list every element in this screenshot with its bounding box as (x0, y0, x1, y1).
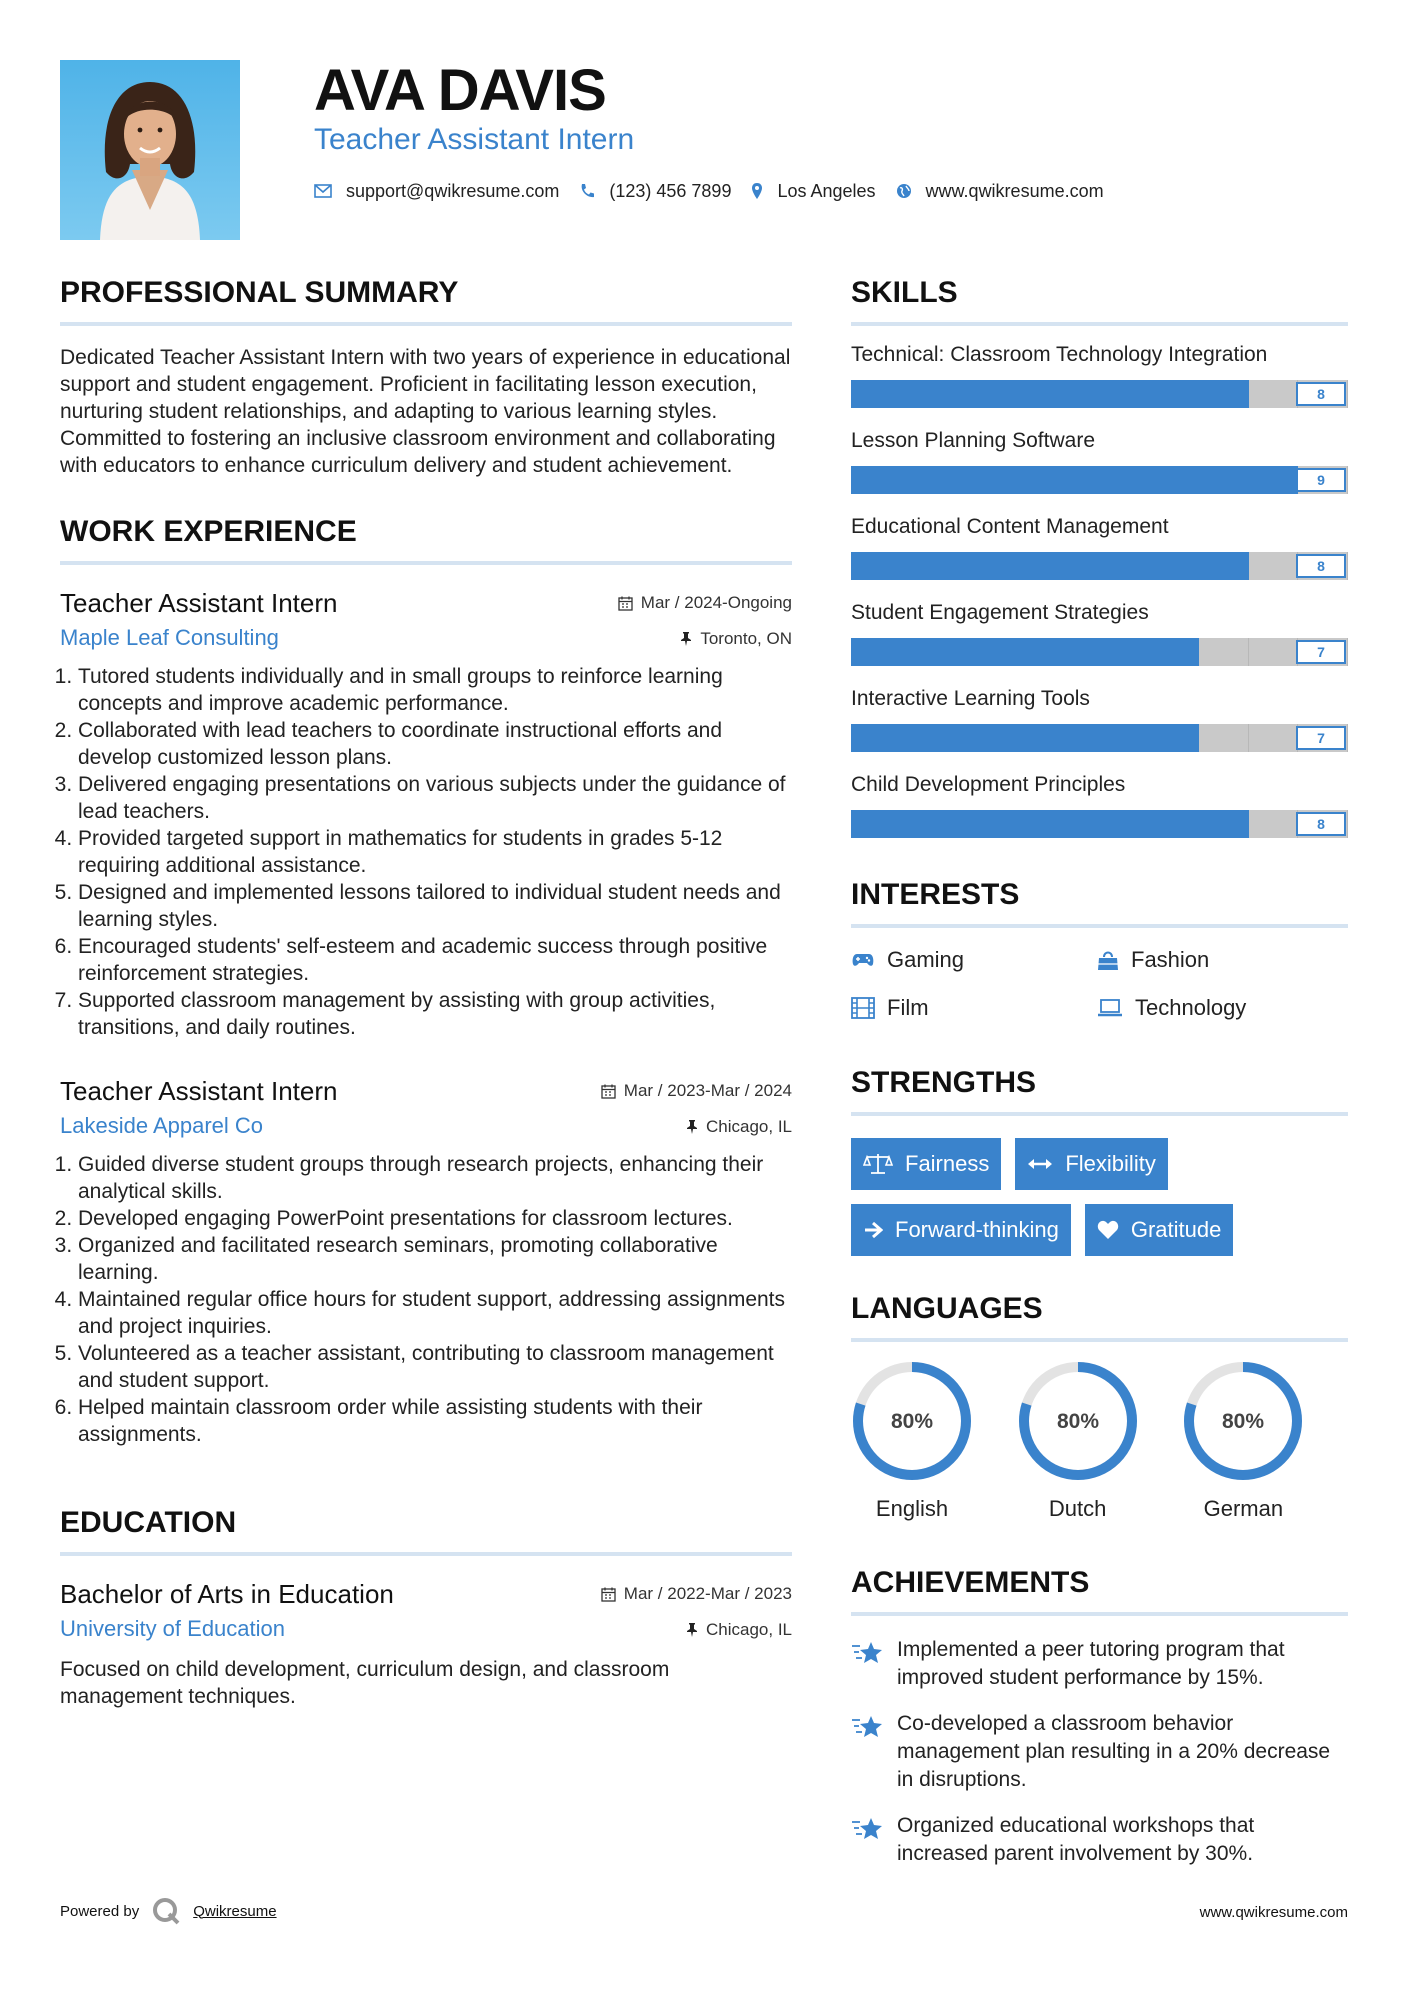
achievement-text: Implemented a peer tutoring program that improved student performance by 15%. (897, 1638, 1285, 1689)
list-item: 6. Encouraged students' self-esteem and academic success through positive reinforcement strategies. (78, 933, 792, 987)
skill-item (851, 598, 1348, 666)
education-location-text: Chicago, IL (706, 1620, 792, 1639)
job-company: Lakeside Apparel Co (60, 1113, 264, 1138)
list-item: 7. Supported classroom management by assisting with group activities, transitions, and daily routines. (78, 987, 792, 1041)
skill-level-badge: 8 (1296, 554, 1346, 578)
powered-by-text: Powered by (60, 1902, 140, 1920)
phone-text: (123) 456 7899 (609, 180, 732, 201)
interest-item (851, 946, 1097, 974)
languages-list (851, 1360, 1348, 1522)
job-date (618, 593, 792, 613)
school-name: University of Education (60, 1616, 285, 1641)
website-text: www.qwikresume.com (925, 180, 1104, 201)
job-title: Teacher Assistant Intern (60, 588, 338, 618)
skills-heading: SKILLS (851, 270, 1348, 326)
skill-bar-fill (851, 638, 1199, 666)
skill-item (851, 770, 1348, 838)
pushpin-icon (686, 1119, 698, 1135)
language-ring (851, 1360, 973, 1482)
job-location (686, 1117, 792, 1137)
skill-level-badge: 7 (1296, 726, 1346, 750)
interests-heading: INTERESTS (851, 872, 1348, 928)
interest-label: Fashion (1131, 947, 1210, 972)
heart-icon (1097, 1220, 1119, 1240)
footer-powered-by (60, 1896, 277, 1926)
interest-item (851, 994, 1097, 1022)
list-item: 2. Collaborated with lead teachers to coordinate instructional efforts and develop customized lesson plans. (78, 717, 792, 771)
left-column (60, 270, 792, 1710)
summary-section (60, 270, 792, 479)
skill-label: Lesson Planning Software (851, 429, 1095, 452)
map-pin-icon (751, 182, 763, 200)
film-icon (851, 997, 875, 1019)
achievement-text: Co-developed a classroom behavior management plan resulting in a 20% decrease in disruptions. (897, 1712, 1331, 1791)
profile-photo (60, 60, 240, 240)
skill-item (851, 426, 1348, 494)
skill-bar-fill (851, 380, 1249, 408)
achievement-item (851, 1710, 1348, 1794)
interest-label: Film (887, 995, 929, 1020)
skill-level-badge: 8 (1296, 812, 1346, 836)
work-heading: WORK EXPERIENCE (60, 509, 792, 565)
work-section (60, 509, 792, 1448)
languages-heading: LANGUAGES (851, 1286, 1348, 1342)
skill-item (851, 684, 1348, 752)
portrait-image (60, 60, 240, 240)
job-location-text: Chicago, IL (706, 1117, 792, 1136)
email-text: support@qwikresume.com (346, 180, 560, 201)
qwikresume-logo-icon (151, 1896, 181, 1926)
contact-location (751, 181, 875, 202)
language-percent: 80% (1222, 1410, 1265, 1433)
skill-bar-fill (851, 810, 1249, 838)
skill-item (851, 512, 1348, 580)
strength-tag (851, 1138, 1001, 1190)
contact-bar (314, 176, 1124, 206)
list-item: 3. Organized and facilitated research seminars, promoting collaborative learning. (78, 1232, 792, 1286)
skill-label: Student Engagement Strategies (851, 601, 1149, 624)
laptop-icon (1097, 999, 1123, 1017)
envelope-icon (314, 184, 332, 198)
skill-bar-fill (851, 466, 1298, 494)
job-date-text: Mar / 2023-Mar / 2024 (623, 1081, 792, 1100)
strengths-tags (851, 1138, 1348, 1256)
job-company: Maple Leaf Consulting (60, 625, 279, 650)
strength-label: Flexibility (1065, 1151, 1156, 1176)
footer-website[interactable]: www.qwikresume.com (1199, 1904, 1348, 1921)
strength-label: Fairness (905, 1151, 990, 1176)
shooting-star-icon (851, 1640, 883, 1666)
achievement-text: Organized educational workshops that increased parent involvement by 30%. (897, 1814, 1255, 1865)
language-name: German (1203, 1496, 1284, 1521)
skills-list (851, 340, 1348, 838)
contact-website[interactable] (896, 181, 1104, 202)
candidate-role: Teacher Assistant Intern (314, 123, 635, 156)
job-title: Teacher Assistant Intern (60, 1076, 338, 1106)
skill-bar (851, 724, 1348, 752)
list-item: 6. Helped maintain classroom order while assisting students with their assignments. (78, 1394, 792, 1448)
pushpin-icon (686, 1622, 698, 1638)
list-item: 4. Maintained regular office hours for student support, addressing assignments and project inquiries. (78, 1286, 792, 1340)
education-description: Focused on child development, curriculum design, and classroom management techniques. (60, 1658, 670, 1708)
interest-label: Technology (1135, 995, 1247, 1020)
strengths-heading: STRENGTHS (851, 1060, 1348, 1116)
skill-bar (851, 466, 1348, 494)
list-item: 2. Developed engaging PowerPoint presentations for classroom lectures. (78, 1205, 792, 1232)
language-name: Dutch (1048, 1496, 1107, 1521)
job-entry (60, 1075, 792, 1448)
list-item: 5. Volunteered as a teacher assistant, contributing to classroom management and student support. (78, 1340, 792, 1394)
language-item (1017, 1360, 1183, 1522)
skill-bar (851, 638, 1348, 666)
interest-item (1097, 994, 1343, 1022)
strength-tag (1085, 1204, 1234, 1256)
gamepad-icon (851, 952, 875, 968)
language-percent: 80% (1056, 1410, 1099, 1433)
skill-bar-fill (851, 552, 1249, 580)
achievements-heading: ACHIEVEMENTS (851, 1560, 1348, 1616)
list-item: 1. Guided diverse student groups through research projects, enhancing their analytical skills. (78, 1151, 792, 1205)
interests-section (851, 872, 1348, 1022)
job-location-text: Toronto, ON (700, 629, 792, 648)
arrows-horizontal-icon (1027, 1157, 1053, 1171)
scale-icon (863, 1153, 893, 1175)
shooting-star-icon (851, 1714, 883, 1740)
job-date-text: Mar / 2024-Ongoing (640, 593, 792, 612)
globe-icon (896, 183, 912, 199)
strength-tag (1015, 1138, 1167, 1190)
list-item: 4. Provided targeted support in mathematics for students in grades 5-12 requiring additional assistance. (78, 825, 792, 879)
skill-label: Interactive Learning Tools (851, 687, 1090, 710)
interest-label: Gaming (887, 947, 965, 972)
phone-icon (579, 183, 595, 199)
interest-item (1097, 946, 1343, 974)
strengths-section (851, 1060, 1348, 1256)
job-entry (60, 587, 792, 1041)
summary-text: Dedicated Teacher Assistant Intern with two years of experience in educational support and student engagement. Proficient in facilitating lesson execution, nurturing student relationships, and adapting to various learning styles. Committed to fostering an inclusive classroom environment and collaborating with educators to enhance curriculum delivery and student achievement. (60, 346, 791, 477)
education-location (686, 1620, 792, 1640)
skill-bar-fill (851, 724, 1199, 752)
calendar-icon (601, 1084, 616, 1099)
contact-email[interactable] (314, 181, 559, 202)
skill-bar (851, 380, 1348, 408)
skill-bar (851, 810, 1348, 838)
job-date (601, 1081, 792, 1101)
strength-tag (851, 1204, 1071, 1256)
skill-level-badge: 7 (1296, 640, 1346, 664)
education-heading: EDUCATION (60, 1500, 792, 1556)
skill-level-badge: 8 (1296, 382, 1346, 406)
skill-item (851, 340, 1348, 408)
achievements-section (851, 1560, 1348, 1868)
education-entry (60, 1578, 792, 1710)
location-text: Los Angeles (777, 180, 876, 201)
degree-title: Bachelor of Arts in Education (60, 1579, 394, 1609)
job-location (680, 629, 792, 649)
achievement-item (851, 1812, 1348, 1868)
interests-grid (851, 946, 1348, 1022)
skill-label: Child Development Principles (851, 773, 1126, 796)
language-name: English (875, 1496, 949, 1521)
skill-level-badge: 9 (1296, 468, 1346, 492)
achievement-item (851, 1636, 1348, 1692)
right-column (851, 270, 1348, 1868)
strength-label: Forward-thinking (895, 1217, 1059, 1242)
language-ring (1017, 1360, 1139, 1482)
strength-label: Gratitude (1130, 1217, 1222, 1242)
shopping-bag-icon (1097, 949, 1119, 971)
language-item (851, 1360, 1017, 1522)
pushpin-icon (680, 631, 692, 647)
shooting-star-icon (851, 1816, 883, 1842)
education-section (60, 1500, 792, 1710)
languages-section (851, 1286, 1348, 1522)
contact-phone[interactable] (579, 181, 731, 202)
arrow-right-icon (863, 1221, 883, 1239)
list-item: 3. Delivered engaging presentations on various subjects under the guidance of lead teachers. (78, 771, 792, 825)
list-item: 5. Designed and implemented lessons tailored to individual student needs and learning styles. (78, 879, 792, 933)
footer-brand-link[interactable]: Qwikresume (193, 1902, 277, 1920)
list-item: 1. Tutored students individually and in small groups to reinforce learning concepts and improve academic performance. (78, 663, 792, 717)
language-percent: 80% (890, 1410, 934, 1433)
skill-label: Educational Content Management (851, 515, 1169, 538)
education-date-text: Mar / 2022-Mar / 2023 (623, 1584, 792, 1603)
calendar-icon (618, 596, 633, 611)
language-ring (1182, 1360, 1304, 1482)
job-duties-list (60, 1151, 792, 1448)
calendar-icon (601, 1587, 616, 1602)
language-item (1182, 1360, 1348, 1522)
skill-bar (851, 552, 1348, 580)
skill-label: Technical: Classroom Technology Integration (851, 343, 1268, 366)
summary-heading: PROFESSIONAL SUMMARY (60, 270, 792, 326)
skills-section (851, 270, 1348, 838)
education-date (601, 1584, 792, 1604)
candidate-name: AVA DAVIS (314, 58, 606, 123)
job-duties-list (60, 663, 792, 1041)
